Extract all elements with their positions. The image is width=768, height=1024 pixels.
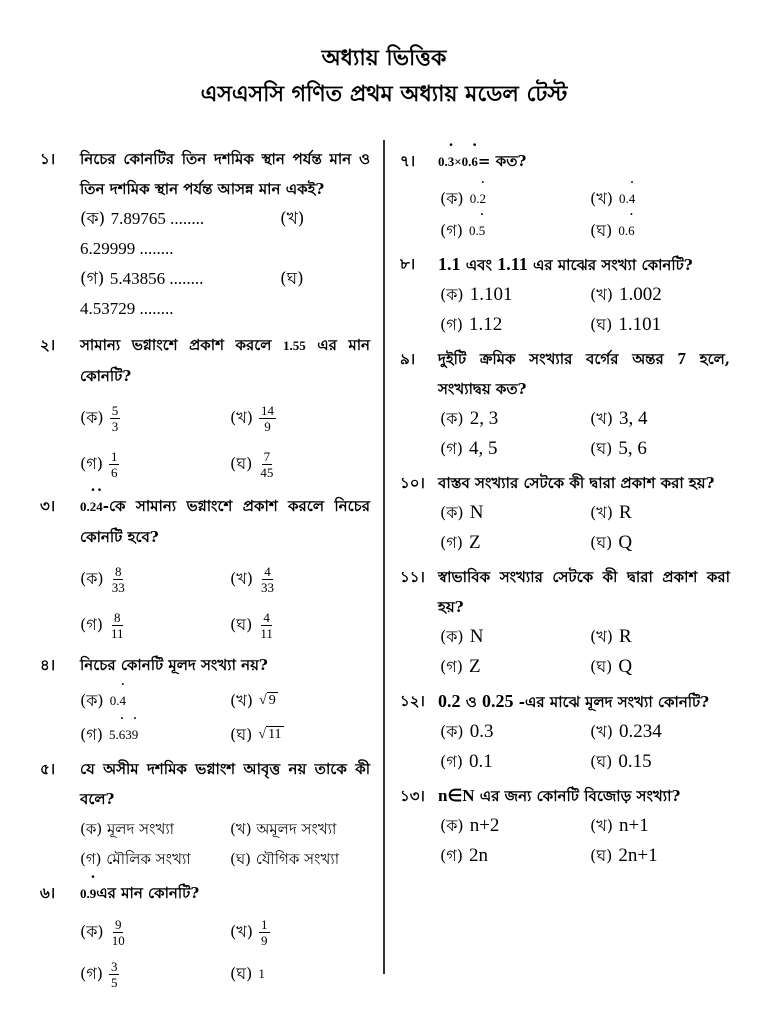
option-d[interactable]: (ঘ) $\frac{7}{45}$: [230, 448, 274, 480]
question-number: ১২।: [400, 692, 425, 710]
options: [80, 814, 370, 874]
question-math: 0.˙ 2˙ 4: [80, 499, 103, 514]
question-text-and: এবং: [465, 256, 492, 274]
question-6: [40, 878, 370, 995]
question-text: -কে সামান্য ভগ্নাংশে প্রকাশ করলে নিচের কোনটি হবে?: [80, 497, 370, 546]
question-text-post: হলে, সংখ্যাদ্বয় কত?: [438, 350, 730, 398]
option-a[interactable]: (ক) N: [440, 502, 484, 523]
option-d[interactable]: (ঘ) 1.101: [590, 314, 662, 335]
options: [440, 280, 730, 340]
question-math: 7: [677, 349, 686, 368]
option-a[interactable]: (ক) 0.3: [440, 721, 494, 742]
question-9: [400, 344, 730, 464]
question-math-2: 0.25: [482, 691, 514, 711]
option-d[interactable]: (ঘ) 5, 6: [590, 438, 647, 459]
question-2: [40, 330, 370, 487]
question-text: এর মান কোনটি?: [96, 884, 200, 902]
page-header: [0, 42, 768, 110]
question-math: 1.55: [282, 338, 306, 353]
option-b[interactable]: (খ) 1.002: [590, 284, 662, 305]
option-d[interactable]: (ঘ) $\frac{4}{11}$: [230, 609, 273, 641]
option-c[interactable]: (গ) $\frac{1}{6}$: [80, 448, 118, 480]
question-text: এর মাঝের সংখ্যা কোনটি?: [532, 256, 693, 274]
options: [80, 556, 370, 648]
option-c[interactable]: (গ) Z: [440, 532, 481, 553]
option-d[interactable]: (ঘ) Q: [590, 656, 633, 677]
option-d[interactable]: (ঘ) 0.15: [590, 751, 652, 772]
question-text: = কত?: [477, 152, 527, 170]
question-number: ৩।: [40, 497, 56, 515]
option-c[interactable]: (গ) 0.˙ 5: [440, 215, 590, 247]
fraction: $\frac{3}{5}$: [110, 958, 118, 990]
fraction: $\frac{7}{45}$: [260, 448, 274, 480]
options: [440, 498, 730, 558]
options: [80, 684, 370, 752]
question-text-and: ও: [465, 693, 477, 711]
question-number: ৬।: [40, 884, 56, 902]
question-number: ১০।: [400, 474, 425, 492]
options: [440, 622, 730, 682]
option-c[interactable]: (গ) 4, 5: [440, 438, 498, 459]
option-a[interactable]: (ক) 2, 3: [440, 408, 499, 429]
question-math: n∈N: [438, 786, 475, 805]
question-text: বাস্তব সংখ্যার সেটকে কী দ্বারা প্রকাশ করা হয়?: [438, 474, 715, 492]
question-number: ৪।: [40, 656, 56, 674]
question-text: যে অসীম দশমিক ভগ্নাংশ আবৃত্ত নয় তাকে কী বলে?: [80, 760, 370, 808]
option-b[interactable]: (খ) $\frac{4}{33}$: [230, 563, 274, 595]
option-a[interactable]: (ক) 0.˙ 4: [80, 684, 230, 718]
option-b[interactable]: (খ) √ 9: [230, 684, 380, 718]
fraction: $\frac{4}{11}$: [260, 609, 273, 641]
option-a[interactable]: (ক) n+2: [440, 815, 500, 836]
question-math: 0.2: [438, 691, 461, 711]
option-a[interactable]: (ক) $\frac{5}{3}$: [80, 402, 119, 434]
question-number: ১।: [40, 150, 56, 168]
option-d[interactable]: (ঘ) যৌগিক সংখ্যা: [230, 850, 340, 868]
option-c[interactable]: (গ) Z: [440, 656, 481, 677]
fraction: $\frac{14}{9}$: [261, 402, 274, 434]
option-a[interactable]: (ক) N: [440, 626, 484, 647]
question-number: ১১।: [400, 568, 425, 586]
question-math: 0.˙ 9: [80, 886, 96, 901]
option-b[interactable]: (খ) $\frac{14}{9}$: [230, 402, 274, 434]
column-divider: [383, 140, 385, 974]
question-math: 0.˙ 3×0.˙ 6: [438, 154, 478, 169]
option-c[interactable]: (গ) $\frac{8}{11}$: [80, 609, 124, 641]
option-b[interactable]: (খ) R: [590, 626, 632, 647]
option-b[interactable]: (খ) 0.234: [590, 721, 662, 742]
fraction: $\frac{5}{3}$: [111, 402, 119, 434]
question-text: নিচের কোনটি মূলদ সংখ্যা নয়?: [80, 656, 268, 674]
question-number: ৫।: [40, 760, 56, 778]
page-subtitle: এসএসসি গণিত প্রথম অধ্যায় মডেল টেস্ট: [200, 81, 568, 107]
option-a[interactable]: (ক) 1.101: [440, 284, 513, 305]
option-c[interactable]: (গ) 0.1: [440, 751, 493, 772]
option-a-label: (ক): [80, 209, 106, 229]
question-12: [400, 686, 730, 777]
option-a[interactable]: 7.89765 ........: [110, 209, 205, 228]
question-text: নিচের কোনটির তিন দশমিক স্থান পর্যন্ত মান ও তিন দশমিক স্থান পর্যন্ত আসন্ন মান একই?: [80, 150, 370, 198]
question-4: [40, 650, 370, 752]
option-b[interactable]: (খ) $\frac{1}{9}$: [230, 916, 268, 948]
option-d[interactable]: 4.53729 ........: [80, 299, 174, 318]
page-title: অধ্যায় ভিত্তিক: [321, 45, 447, 71]
options: [80, 395, 370, 487]
question-13: [400, 781, 730, 871]
right-column: [400, 140, 730, 873]
option-c[interactable]: (গ) 1.12: [440, 314, 503, 335]
question-math: 1.1: [438, 254, 461, 274]
options: [80, 911, 370, 995]
question-text: সামান্য ভগ্নাংশে প্রকাশ করলে: [80, 336, 272, 354]
question-number: ৯।: [400, 350, 416, 368]
option-d[interactable]: (ঘ) 0.˙ 6: [590, 215, 740, 247]
question-10: [400, 468, 730, 558]
option-a[interactable]: (ক) 0.˙ 2: [440, 183, 590, 215]
option-d[interactable]: (ঘ) 1: [230, 964, 265, 983]
option-a[interactable]: (ক) $\frac{9}{10}$: [80, 916, 125, 948]
fraction: $\frac{8}{33}$: [111, 563, 125, 595]
question-8: [400, 249, 730, 340]
option-c[interactable]: (গ) 5.˙ 63˙ 9: [80, 718, 230, 752]
options: [440, 404, 730, 464]
option-d[interactable]: (ঘ) 2n+1: [590, 845, 658, 866]
options: [440, 183, 730, 247]
option-c[interactable]: (গ) 2n: [440, 845, 488, 866]
option-d[interactable]: (ঘ) Q: [590, 532, 633, 553]
question-text: দুইটি ক্রমিক সংখ্যার বর্গের অন্তর: [438, 350, 664, 368]
question-text: -এর মাঝে মূলদ সংখ্যা কোনটি?: [518, 693, 710, 711]
options: [440, 811, 730, 871]
left-column: [40, 140, 370, 997]
option-c-label: (গ): [80, 269, 105, 289]
question-number: ৮।: [400, 255, 416, 273]
question-5: [40, 754, 370, 874]
question-text-post: এর মান কোনটি?: [80, 336, 370, 385]
option-d[interactable]: (ঘ) √ 11: [230, 718, 380, 752]
option-c[interactable]: (গ) মৌলিক সংখ্যা: [80, 850, 191, 868]
question-3: [40, 491, 370, 648]
fraction: $\frac{1}{9}$: [261, 916, 268, 948]
fraction: $\frac{1}{6}$: [110, 448, 118, 480]
option-b[interactable]: (খ) 3, 4: [590, 408, 648, 429]
option-b-label: (খ): [280, 209, 305, 229]
question-text: স্বাভাবিক সংখ্যার সেটকে কী দ্বারা প্রকাশ করা হয়?: [438, 568, 730, 616]
options: [80, 204, 370, 324]
option-a[interactable]: (ক) মূলদ সংখ্যা: [80, 820, 175, 838]
fraction: $\frac{8}{11}$: [110, 609, 124, 641]
option-b[interactable]: (খ) অমূলদ সংখ্যা: [230, 820, 337, 838]
option-b[interactable]: (খ) n+1: [590, 815, 649, 836]
question-math-2: 1.11: [497, 254, 528, 274]
question-text: এর জন্য কোনটি বিজোড় সংখ্যা?: [479, 787, 681, 805]
square-root: √ 9: [259, 693, 276, 708]
options: [440, 717, 730, 777]
fraction: $\frac{4}{33}$: [261, 563, 274, 595]
question-7: [400, 146, 730, 247]
question-number: ১৩।: [400, 787, 425, 805]
option-d-label: (ঘ): [280, 269, 304, 289]
option-b[interactable]: (খ) R: [590, 502, 632, 523]
square-root: √ 11: [258, 727, 282, 742]
question-1: [40, 144, 370, 324]
question-11: [400, 562, 730, 682]
fraction: $\frac{9}{10}$: [111, 916, 125, 948]
option-b[interactable]: 6.29999 ........: [80, 239, 174, 258]
option-c[interactable]: (গ) $\frac{3}{5}$: [80, 958, 118, 990]
question-number: ৭।: [400, 152, 416, 170]
option-a[interactable]: (ক) $\frac{8}{33}$: [80, 563, 125, 595]
question-number: ২।: [40, 336, 56, 354]
option-b[interactable]: (খ) 0.˙ 4: [590, 183, 740, 215]
option-c[interactable]: 5.43856 ........: [109, 269, 204, 288]
